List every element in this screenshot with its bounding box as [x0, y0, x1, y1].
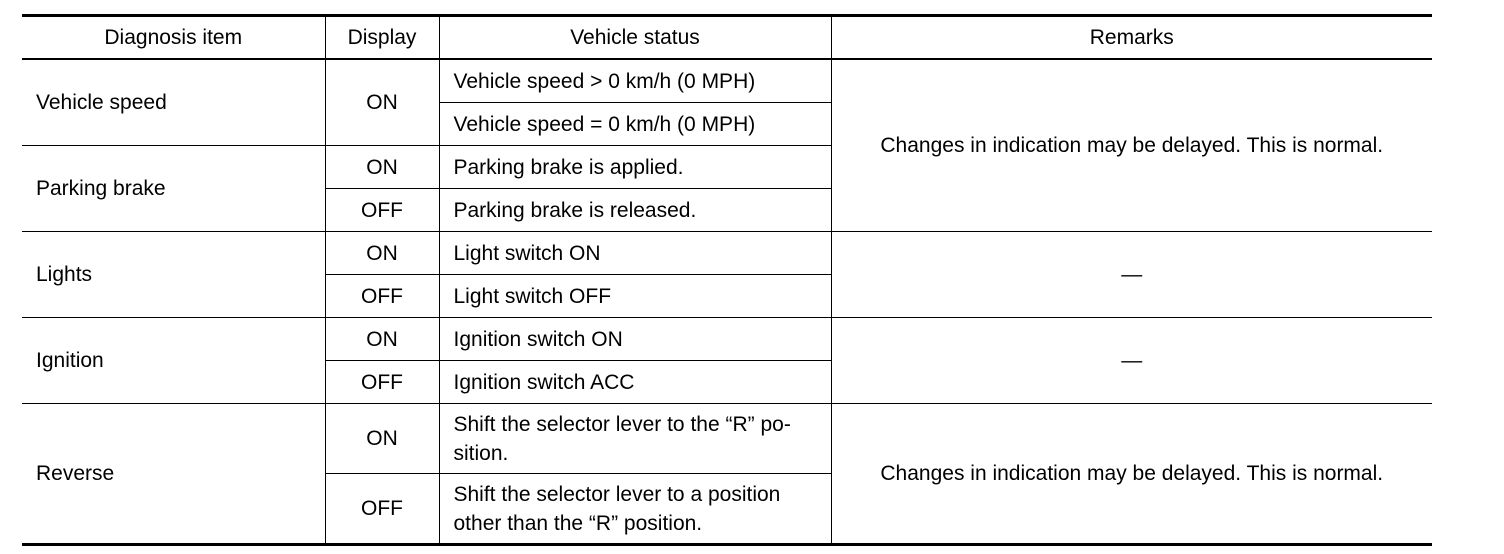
item-parking-brake: Parking brake	[22, 146, 325, 232]
table-row	[22, 59, 1432, 103]
table-row	[22, 404, 1432, 474]
remarks-ignition: —	[831, 318, 1432, 404]
status-reverse-on: Shift the selector lever to the “R” po-sition.	[439, 404, 831, 474]
header-display: Display	[325, 16, 439, 60]
remarks-speed-brake: Changes in indication may be delayed. This is normal.	[831, 59, 1432, 232]
status-vehicle-speed-stopped: Vehicle speed = 0 km/h (0 MPH)	[439, 103, 831, 146]
item-reverse: Reverse	[22, 404, 325, 545]
header-remarks: Remarks	[831, 16, 1432, 60]
display-lights-off: OFF	[325, 275, 439, 318]
status-ignition-off: Ignition switch ACC	[439, 361, 831, 404]
display-ignition-on: ON	[325, 318, 439, 361]
status-parking-brake-off: Parking brake is released.	[439, 189, 831, 232]
status-vehicle-speed-moving: Vehicle speed > 0 km/h (0 MPH)	[439, 59, 831, 103]
display-vehicle-speed: ON	[325, 59, 439, 146]
header-row	[22, 16, 1432, 60]
display-parking-brake-off: OFF	[325, 189, 439, 232]
table-row	[22, 318, 1432, 361]
status-lights-off: Light switch OFF	[439, 275, 831, 318]
remarks-reverse: Changes in indication may be delayed. This is normal.	[831, 404, 1432, 545]
status-lights-on: Light switch ON	[439, 232, 831, 275]
status-ignition-on: Ignition switch ON	[439, 318, 831, 361]
header-vehicle-status: Vehicle status	[439, 16, 831, 60]
item-ignition: Ignition	[22, 318, 325, 404]
display-reverse-off: OFF	[325, 474, 439, 545]
status-reverse-off: Shift the selector lever to a position other than the “R” position.	[439, 474, 831, 545]
display-lights-on: ON	[325, 232, 439, 275]
item-vehicle-speed: Vehicle speed	[22, 59, 325, 146]
item-lights: Lights	[22, 232, 325, 318]
diagnosis-table	[22, 14, 1432, 546]
header-diagnosis-item: Diagnosis item	[22, 16, 325, 60]
table-row	[22, 232, 1432, 275]
status-parking-brake-on: Parking brake is applied.	[439, 146, 831, 189]
display-parking-brake-on: ON	[325, 146, 439, 189]
display-reverse-on: ON	[325, 404, 439, 474]
remarks-lights: —	[831, 232, 1432, 318]
display-ignition-off: OFF	[325, 361, 439, 404]
